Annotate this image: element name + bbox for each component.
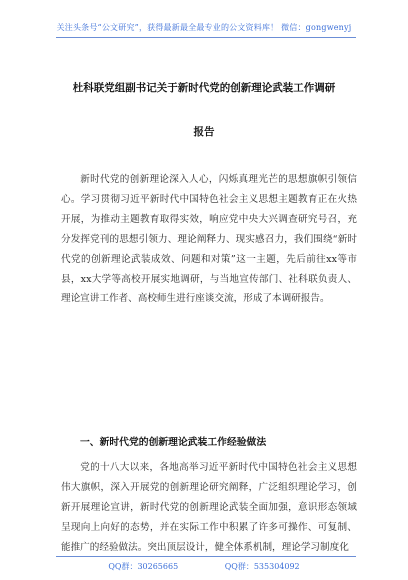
document-subtitle: 报告 [193,126,215,138]
section-paragraph: 党的十八大以来，各地高举习近平新时代中国特色社会主义思想伟大旗帜，深入开展党的创新理论研究阐释，广泛组织理论学习，创新开展理论宣讲，新时代党的创新理论武装全面加强，意识形态领域呈现向上向好的态势，并在实际工作中积累了许多可操作、可复制、能推广的经验做法。突出顶层设计，健全体系机制，理论学习制度化 [61,462,357,553]
section-heading: 一、新时代党的创新理论武装工作经验做法 [80,437,267,448]
footer-qq-group-2[interactable]: QQ群：535304092 [224,562,300,571]
header-banner[interactable]: 关注头条号“公文研究”，获得最新最全最专业的公文资料库！ 微信：gongwenyj [56,23,352,32]
footer [0,561,408,572]
document-title: 杜科联党组副书记关于新时代党的创新理论武装工作调研 [72,82,336,94]
footer-qq-group-1[interactable]: QQ群：30265665 [108,562,179,571]
intro-paragraph: 新时代党的创新理论深入人心，闪烁真理光芒的思想旗帜引领信心。学习贯彻习近平新时代中国特色社会主义思想主题教育正在火热开展，为推动主题教育取得实效，响应党中央大兴调查研究号召，充分发挥党刊的思想引领力、理论阐释力、现实感召力，我们围绕“新时代党的创新理论武装成效、问题和对策”这一主题，先后前往xx等市县，xx大学等高校开展实地调研，与当地宣传部门、社科联负责人、理论宣讲工作者、高校师生进行座谈交流，形成了本调研报告。 [61,174,357,305]
header-divider [56,37,356,38]
footer-divider [56,556,356,557]
